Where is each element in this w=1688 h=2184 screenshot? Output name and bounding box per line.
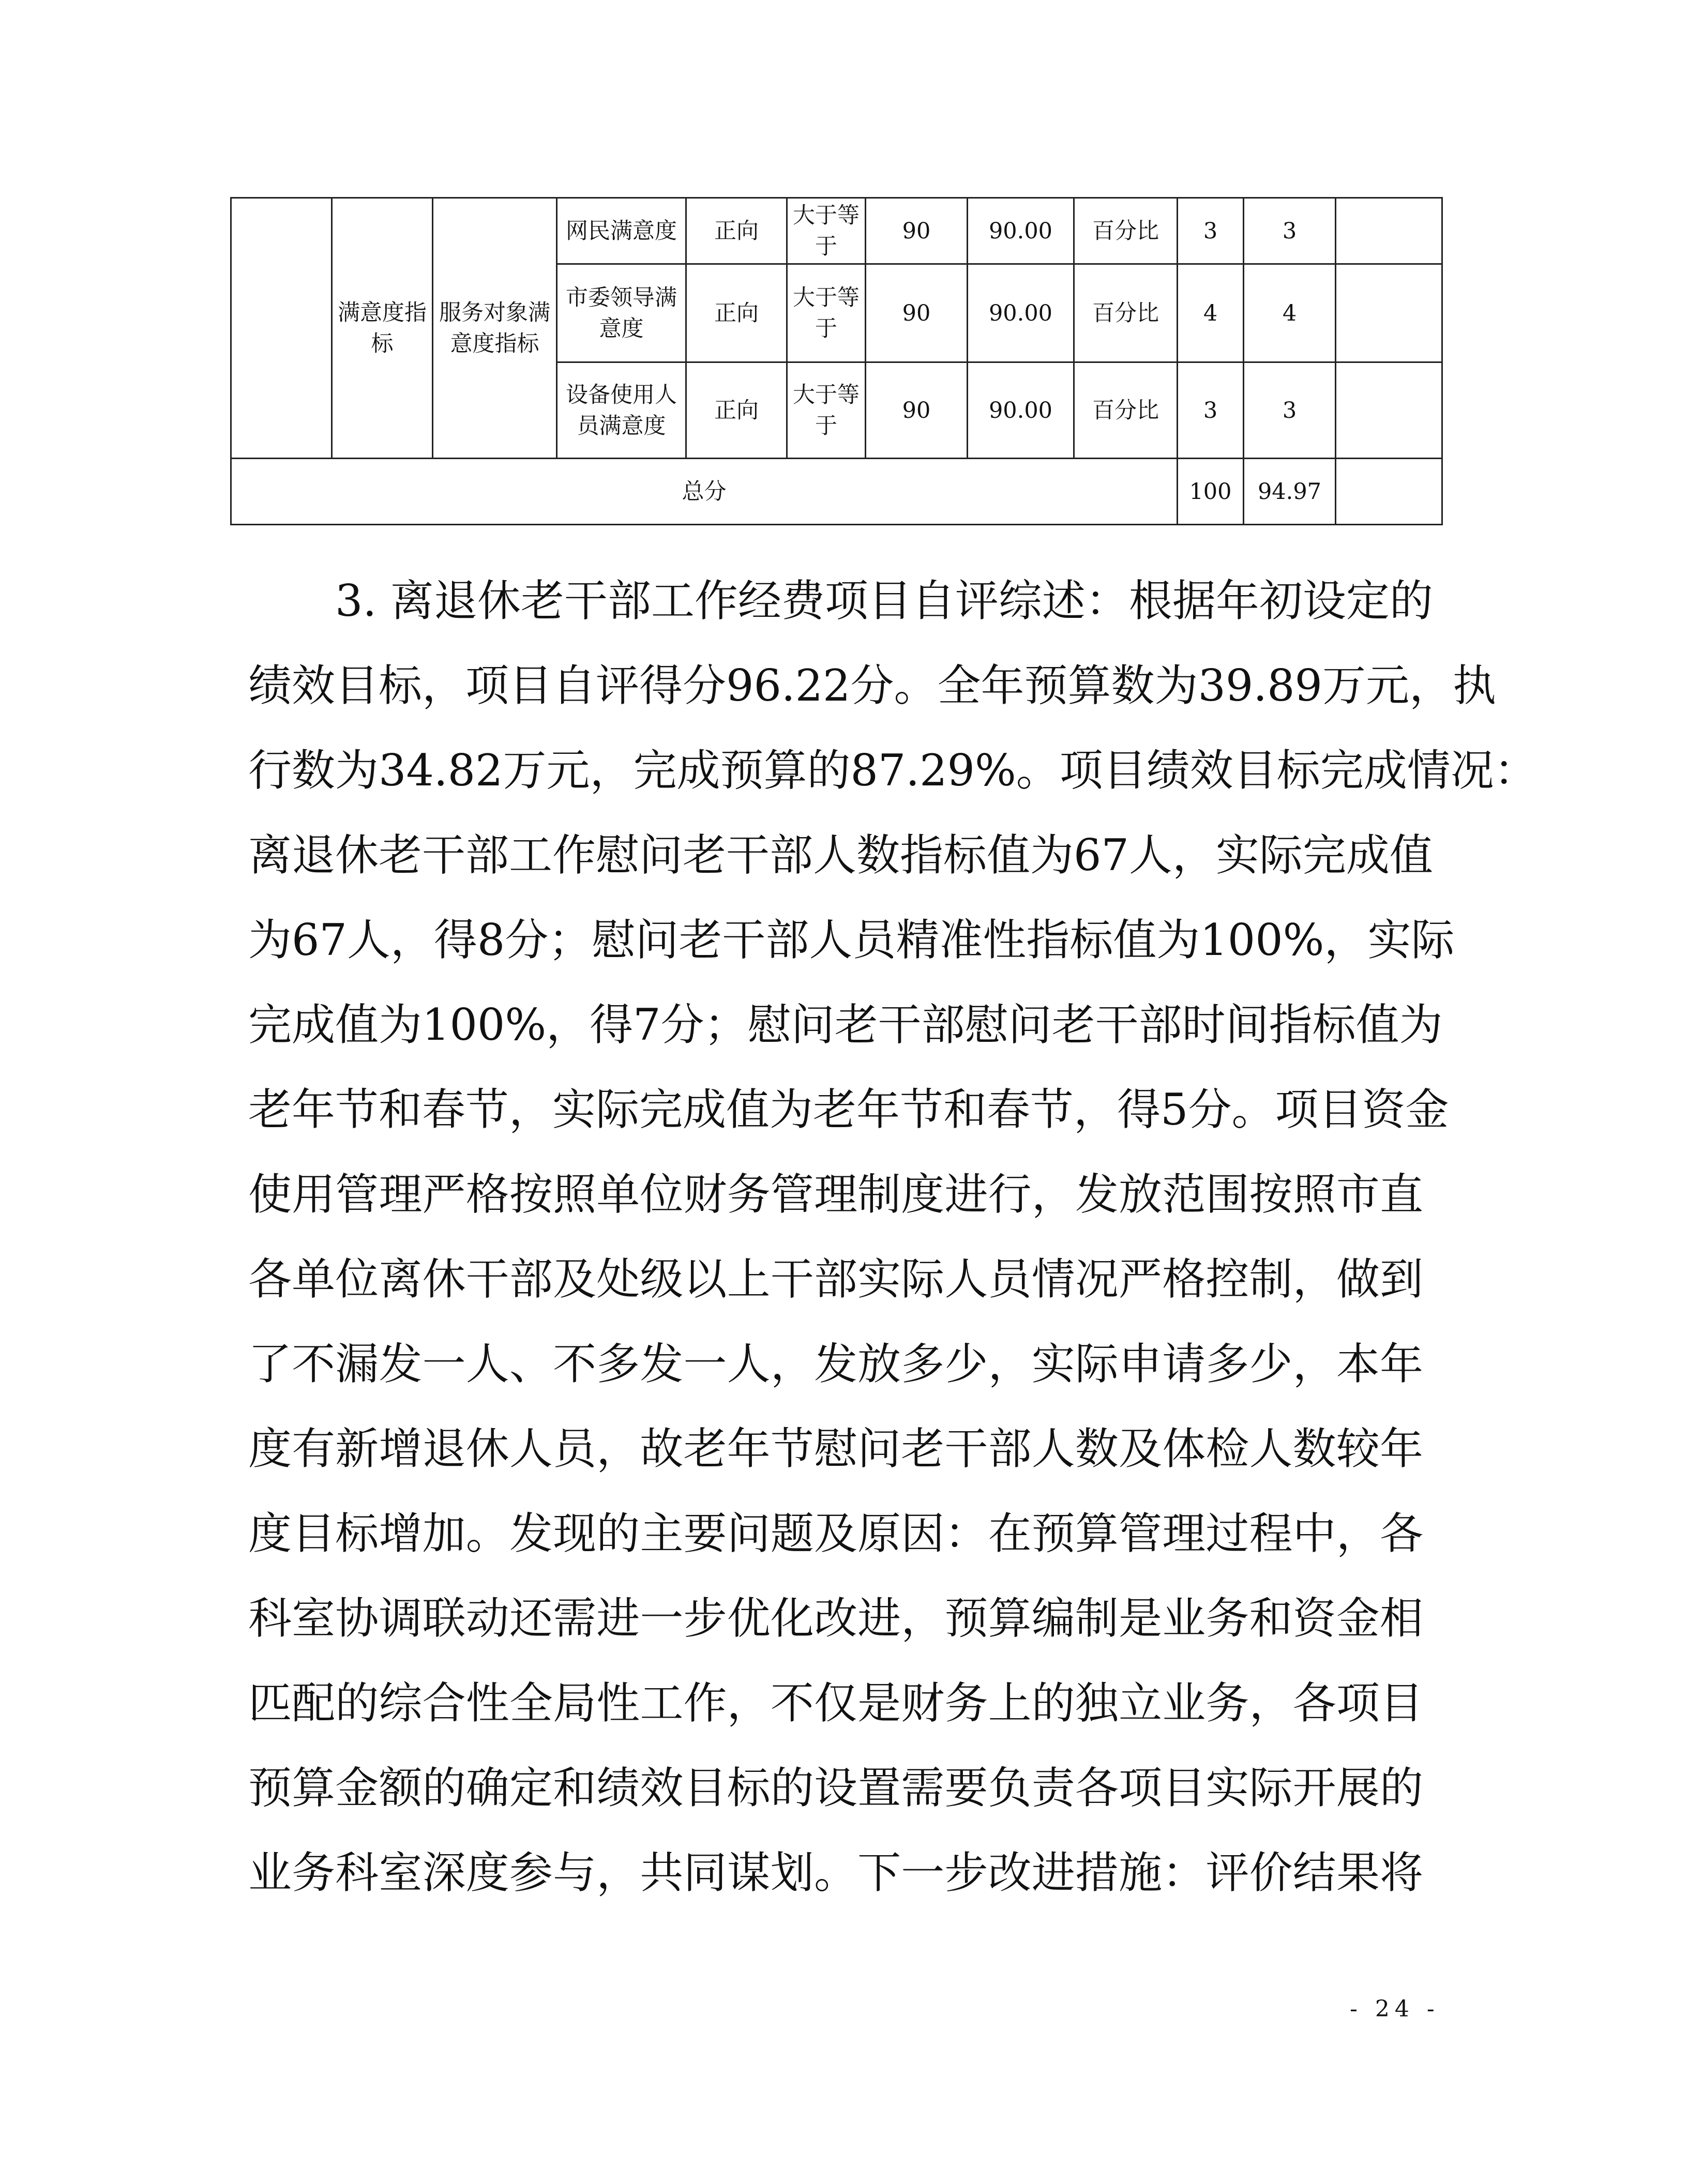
text-line: 老年节和春节，实际完成值为老年节和春节，得5分。项目资金 bbox=[248, 1084, 1449, 1135]
score-cell: 3 bbox=[1244, 198, 1336, 264]
table-row bbox=[231, 198, 1442, 264]
performance-table bbox=[230, 197, 1443, 525]
unit-cell: 百分比 bbox=[1074, 264, 1178, 362]
score-cell: 4 bbox=[1244, 264, 1336, 362]
target-cell: 90 bbox=[866, 362, 968, 459]
total-label: 总分 bbox=[231, 459, 1178, 525]
text-line: 预算金额的确定和绩效目标的设置需要负责各项目实际开展的 bbox=[248, 1763, 1423, 1813]
direction-cell: 正向 bbox=[686, 362, 787, 459]
indicator-cell: 市委领导满意度 bbox=[557, 264, 686, 362]
text-line: 科室协调联动还需进一步优化改进，预算编制是业务和资金相 bbox=[248, 1593, 1423, 1644]
unit-cell: 百分比 bbox=[1074, 362, 1178, 459]
text-line: 度有新增退休人员，故老年节慰问老干部人数及体检人数较年 bbox=[248, 1423, 1423, 1474]
unit-cell: 百分比 bbox=[1074, 198, 1178, 264]
text-line: 了不漏发一人、不多发一人，发放多少，实际申请多少，本年 bbox=[248, 1339, 1423, 1389]
page-number: - 24 - bbox=[1350, 1996, 1440, 2022]
operator-cell: 大于等于 bbox=[787, 264, 866, 362]
text-line: 匹配的综合性全局性工作，不仅是财务上的独立业务，各项目 bbox=[248, 1678, 1423, 1728]
text-line: 完成值为100%，得7分；慰问老干部慰问老干部时间指标值为 bbox=[248, 999, 1443, 1050]
text-line: 度目标增加。发现的主要问题及原因：在预算管理过程中，各 bbox=[248, 1508, 1423, 1559]
actual-cell: 90.00 bbox=[968, 264, 1074, 362]
text-line: 业务科室深度参与，共同谋划。下一步改进措施：评价结果将 bbox=[248, 1847, 1423, 1898]
operator-cell: 大于等于 bbox=[787, 362, 866, 459]
total-score: 94.97 bbox=[1244, 459, 1336, 525]
actual-cell: 90.00 bbox=[968, 362, 1074, 459]
text-line: 为67人，得8分；慰问老干部人员精准性指标值为100%，实际 bbox=[248, 915, 1455, 965]
total-weight: 100 bbox=[1178, 459, 1244, 525]
weight-cell: 3 bbox=[1178, 198, 1244, 264]
group-cell bbox=[231, 198, 332, 459]
direction-cell: 正向 bbox=[686, 264, 787, 362]
weight-cell: 3 bbox=[1178, 362, 1244, 459]
text-line: 3. 离退休老干部工作经费项目自评综述：根据年初设定的 bbox=[335, 575, 1433, 626]
text-line: 绩效目标，项目自评得分96.22分。全年预算数为39.89万元，执 bbox=[248, 660, 1496, 711]
target-cell: 90 bbox=[866, 264, 968, 362]
text-line: 各单位离休干部及处级以上干部实际人员情况严格控制，做到 bbox=[248, 1254, 1423, 1305]
actual-cell: 90.00 bbox=[968, 198, 1074, 264]
text-line: 离退休老干部工作慰问老干部人数指标值为67人，实际完成值 bbox=[248, 830, 1433, 881]
target-cell: 90 bbox=[866, 198, 968, 264]
total-row bbox=[231, 459, 1442, 525]
indicator-cell: 网民满意度 bbox=[557, 198, 686, 264]
note-cell bbox=[1336, 362, 1442, 459]
body-paragraph bbox=[248, 558, 1538, 1915]
note-cell bbox=[1336, 264, 1442, 362]
operator-cell: 大于等于 bbox=[787, 198, 866, 264]
note-cell bbox=[1336, 198, 1442, 264]
level2-cell: 服务对象满意度指标 bbox=[433, 198, 557, 459]
text-line: 使用管理严格按照单位财务管理制度进行，发放范围按照市直 bbox=[248, 1169, 1423, 1220]
indicator-cell: 设备使用人员满意度 bbox=[557, 362, 686, 459]
text-line: 行数为34.82万元，完成预算的87.29%。项目绩效目标完成情况： bbox=[248, 745, 1538, 796]
level1-cell: 满意度指标 bbox=[332, 198, 433, 459]
weight-cell: 4 bbox=[1178, 264, 1244, 362]
score-cell: 3 bbox=[1244, 362, 1336, 459]
direction-cell: 正向 bbox=[686, 198, 787, 264]
total-note bbox=[1336, 459, 1442, 525]
